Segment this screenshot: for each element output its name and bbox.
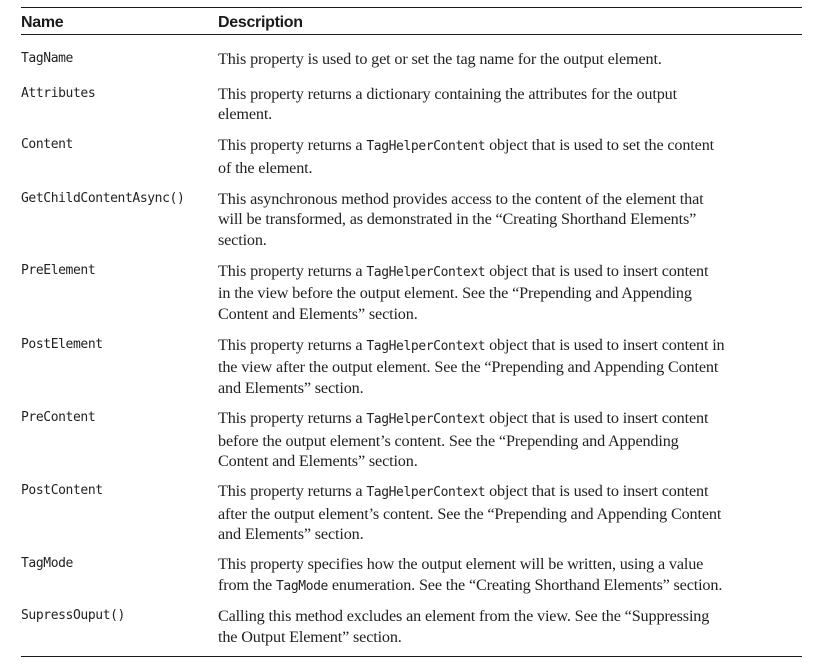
- description-text: the Output Element” section.: [218, 628, 402, 647]
- member-description: [218, 606, 802, 647]
- description-line: [218, 189, 802, 210]
- description-text: object that is used to insert content in: [485, 335, 725, 354]
- description-text: before the output element’s content. See the “Prepending and Appending: [218, 431, 679, 450]
- table-row: [21, 125, 802, 178]
- description-text: This asynchronous method provides access to the content of the element that: [218, 189, 704, 208]
- table-row: [21, 399, 802, 472]
- description-text: This property returns a dictionary containing the attributes for the output: [218, 84, 677, 103]
- description-line: [218, 104, 802, 125]
- description-line: [218, 378, 802, 399]
- table-body: [21, 35, 802, 656]
- description-text: from the: [218, 575, 276, 594]
- description-line: [218, 408, 802, 431]
- member-description: [218, 49, 802, 70]
- code-reference: TagHelperContext: [366, 338, 486, 354]
- code-reference: TagHelperContent: [366, 139, 486, 155]
- member-description: [218, 408, 802, 472]
- member-name: Attributes: [21, 85, 96, 101]
- properties-table: [21, 7, 802, 657]
- member-description: [218, 135, 802, 178]
- description-text: and Elements” section.: [218, 525, 364, 544]
- member-name: Content: [21, 137, 73, 153]
- header-description: Description: [218, 14, 303, 31]
- member-description: [218, 84, 802, 125]
- table-row: [21, 325, 802, 399]
- description-text: This property returns a: [218, 335, 367, 354]
- description-text: This property is used to get or set the tag name for the output element.: [218, 50, 662, 68]
- table-row: [21, 35, 802, 70]
- member-name: PreElement: [21, 262, 96, 278]
- description-text: enumeration. See the “Creating Shorthand Elements” section.: [328, 575, 723, 594]
- member-name: GetChildContentAsync(): [21, 190, 185, 206]
- description-line: [218, 158, 802, 179]
- description-text: This property returns a: [218, 408, 367, 427]
- description-line: [218, 261, 802, 284]
- description-line: [218, 554, 802, 575]
- description-text: This property returns a: [218, 261, 367, 280]
- description-text: object that is used to insert content: [485, 261, 709, 280]
- description-text: Calling this method excludes an element from the view. See the “Suppressing: [218, 607, 710, 626]
- member-name: PostElement: [21, 336, 103, 352]
- description-line: [218, 606, 802, 627]
- table-row: [21, 597, 802, 655]
- description-line: [218, 431, 802, 452]
- description-text: of the element.: [218, 158, 313, 177]
- table-row: [21, 70, 802, 125]
- description-text: object that is used to insert content: [485, 408, 709, 427]
- description-text: Content and Elements” section.: [218, 305, 418, 324]
- code-reference: TagMode: [276, 578, 328, 594]
- code-reference: TagHelperContext: [366, 264, 486, 280]
- member-name: TagName: [21, 51, 73, 66]
- description-line: [218, 357, 802, 378]
- description-text: in the view before the output element. See the “Prepending and Appending: [218, 284, 692, 303]
- description-text: Content and Elements” section.: [218, 452, 418, 471]
- description-line: [218, 304, 802, 325]
- description-line: [218, 135, 802, 158]
- description-line: [218, 575, 802, 598]
- member-name: PostContent: [21, 482, 103, 498]
- description-text: This property specifies how the output element will be written, using a value: [218, 555, 704, 574]
- table-row: [21, 179, 802, 251]
- member-description: [218, 335, 802, 399]
- member-name: SupressOuput(): [21, 608, 125, 624]
- description-line: [218, 49, 802, 70]
- member-description: [218, 554, 802, 597]
- member-description: [218, 481, 802, 545]
- description-text: object that is used to set the content: [485, 136, 714, 155]
- member-name: TagMode: [21, 556, 73, 572]
- member-description: [218, 261, 802, 325]
- description-text: This property returns a: [218, 136, 367, 155]
- code-reference: TagHelperContext: [366, 411, 486, 427]
- table-row: [21, 472, 802, 545]
- description-line: [218, 283, 802, 304]
- header-name: Name: [21, 14, 64, 31]
- description-line: [218, 335, 802, 358]
- description-text: section.: [218, 230, 267, 249]
- description-text: element.: [218, 105, 273, 124]
- description-line: [218, 451, 802, 472]
- table-row: [21, 251, 802, 325]
- table-header: [21, 8, 802, 35]
- code-reference: TagHelperContext: [366, 484, 486, 500]
- description-text: the view after the output element. See the “Prepending and Appending Content: [218, 358, 719, 377]
- member-description: [218, 189, 802, 251]
- description-text: This property returns a: [218, 481, 367, 500]
- description-text: will be transformed, as demonstrated in the “Creating Shorthand Elements”: [218, 210, 697, 229]
- member-name: PreContent: [21, 409, 96, 425]
- description-line: [218, 209, 802, 230]
- description-text: after the output element’s content. See the “Prepending and Appending Content: [218, 504, 722, 523]
- description-line: [218, 504, 802, 525]
- description-line: [218, 84, 802, 105]
- description-text: and Elements” section.: [218, 379, 364, 398]
- description-line: [218, 627, 802, 648]
- description-line: [218, 230, 802, 251]
- description-line: [218, 524, 802, 545]
- description-text: object that is used to insert content: [485, 481, 709, 500]
- table-row: [21, 545, 802, 597]
- description-line: [218, 481, 802, 504]
